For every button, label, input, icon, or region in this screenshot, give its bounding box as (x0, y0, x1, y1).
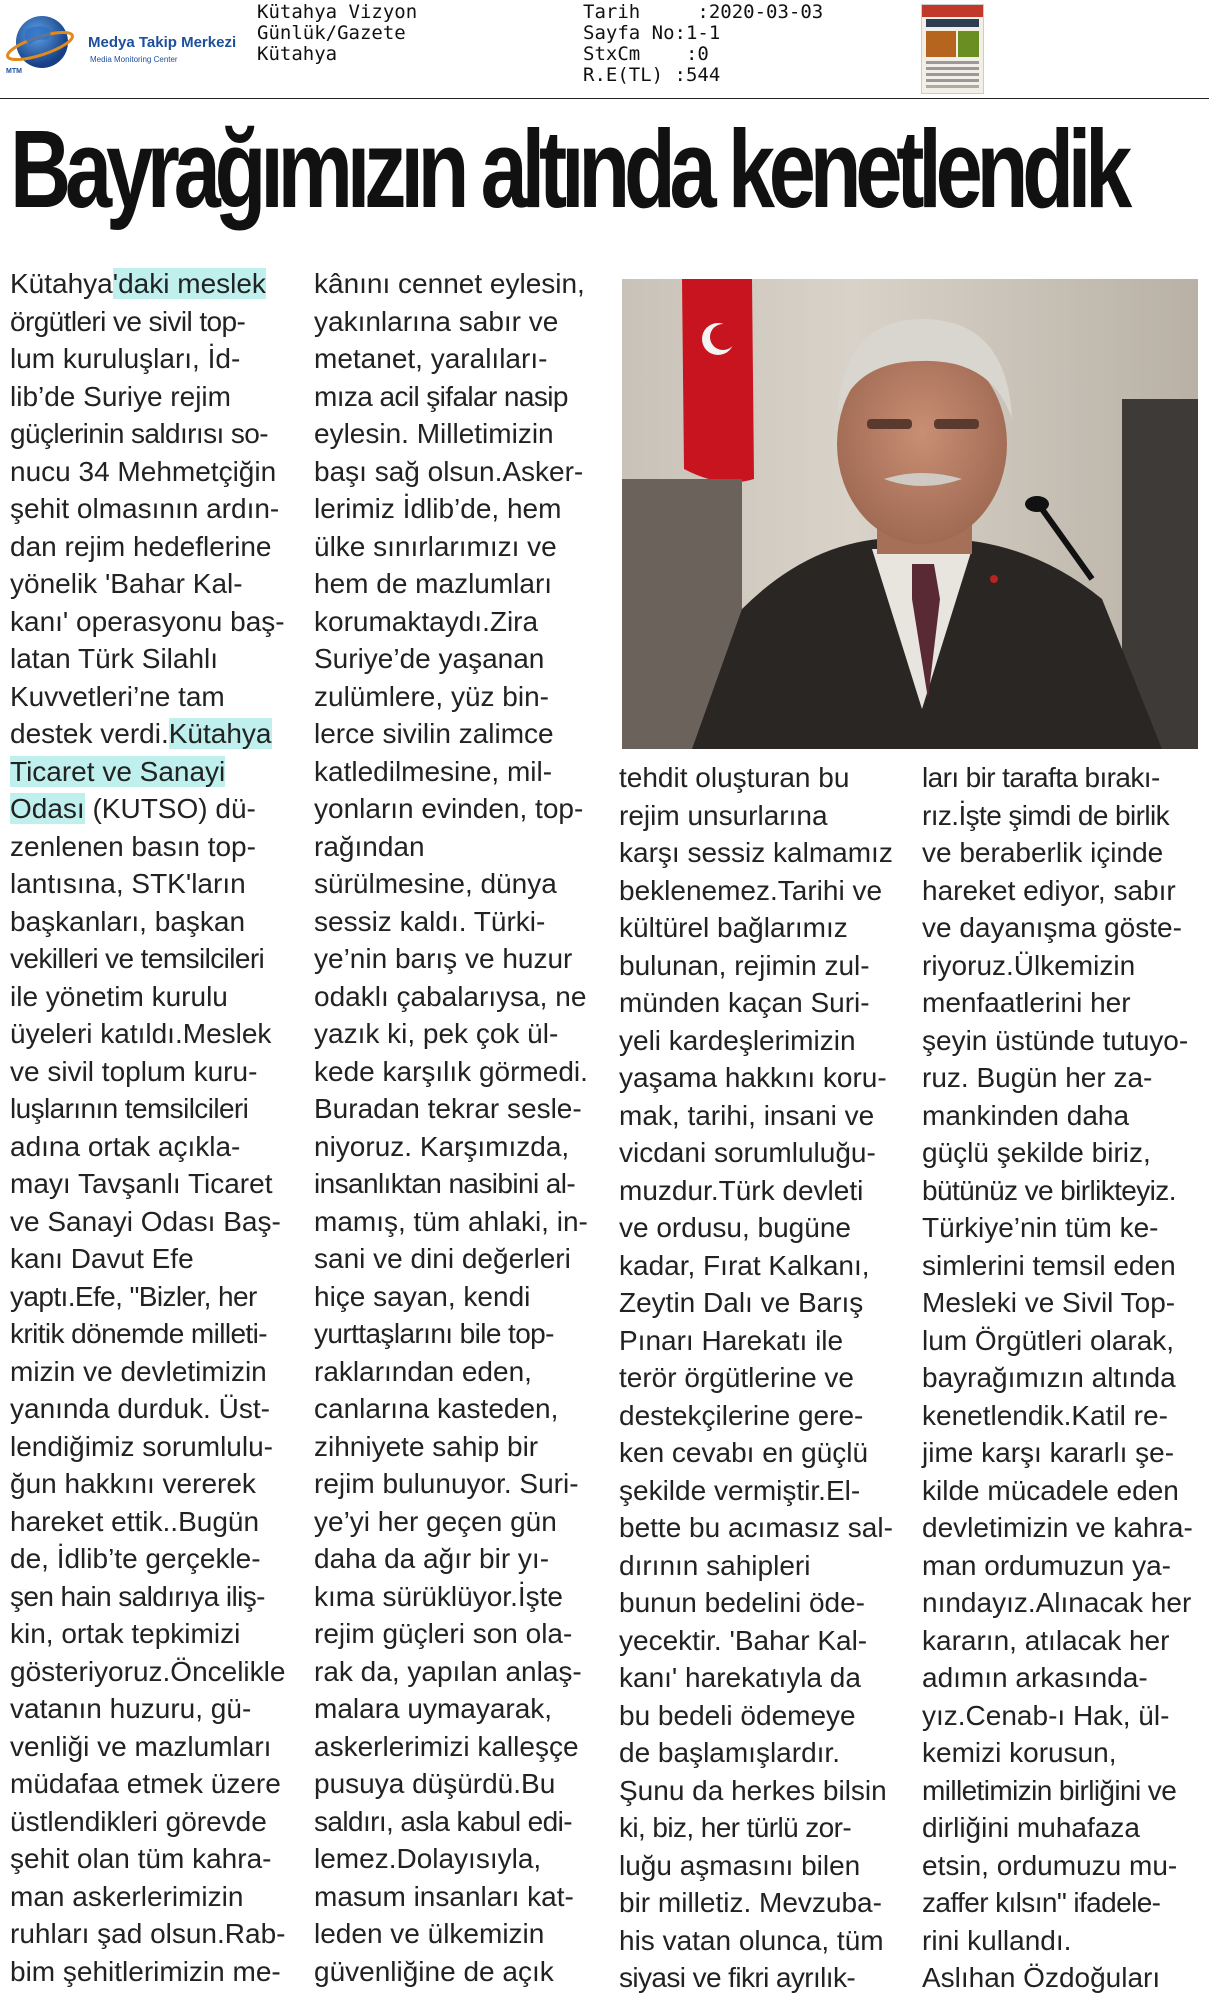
header-divider (0, 98, 1209, 99)
article-line: rejim güçleri son ola- (314, 1618, 573, 1649)
article-line: yeli kardeşlerimizin (619, 1024, 856, 1056)
article-line: hiçe sayan, kendi (314, 1280, 531, 1312)
publication-type: Günlük/Gazete (257, 22, 406, 44)
article-line: ve beraberlik içinde (922, 837, 1164, 868)
article-line: sani ve dini değerleri (314, 1243, 571, 1274)
article-line: lerce sivilin zalimce (314, 718, 554, 749)
article-line: gösteriyoruz.Öncelikle (10, 1655, 286, 1687)
article-line: milletimizin birliğini ve (922, 1774, 1177, 1806)
meta-date: Tarih :2020-03-03 (583, 1, 824, 23)
article-line: etsin, ordumuzu mu- (922, 1849, 1178, 1881)
article-line: üyeleri katıldı.Meslek (10, 1018, 272, 1049)
article-line: de, İdlib’te gerçekle- (10, 1543, 261, 1574)
mtm-logo (0, 4, 250, 84)
article-line: Türkiye’nin tüm ke- (922, 1212, 1159, 1243)
article-line: Şunu da herkes bilsin (619, 1774, 887, 1806)
article-line: Buradan tekrar sesle- (314, 1093, 582, 1124)
article-line: rejim bulunuyor. Suri- (314, 1468, 579, 1499)
publication-name: Kütahya Vizyon (257, 1, 418, 23)
article-line: destek verdi.Kütahya (10, 718, 272, 749)
article-line: ye’nin barış ve huzur (314, 943, 573, 974)
article-line: insanlıktan nasibini al- (314, 1168, 576, 1199)
article-line: ğun hakkını vererek (10, 1468, 256, 1499)
article-line: nucu 34 Mehmetçiğin (10, 455, 277, 487)
article-line: dan rejim hedeflerine (10, 530, 272, 562)
article-line: mamış, tüm ahlaki, in- (314, 1205, 588, 1237)
article-line: zenlenen basın top- (10, 830, 256, 862)
article-line: tehdit oluşturan bu (619, 762, 850, 793)
article-line: ve Sanayi Odası Baş- (10, 1205, 281, 1237)
meta-page: Sayfa No:1-1 (583, 22, 721, 44)
article-line (10, 753, 285, 791)
publication-info (257, 2, 417, 65)
article-line: kanı Davut Efe (10, 1243, 194, 1274)
article-line: masum insanları kat- (314, 1880, 574, 1912)
article-line: Odası (KUTSO) dü- (10, 793, 256, 824)
article-line: destekçilerine gere- (619, 1399, 864, 1431)
article-line: ki, biz, her türlü zor- (619, 1812, 852, 1843)
article-line: kadar, Fırat Kalkanı, (619, 1249, 870, 1281)
article-line: Zeytin Dalı ve Barış (619, 1287, 864, 1318)
article-line: nındayız.Alınacak her (922, 1587, 1192, 1618)
article-line: man ordumuzun ya- (922, 1549, 1172, 1581)
article-line: kede karşılık görmedi. (314, 1055, 588, 1087)
article-line: dırının sahipleri (619, 1549, 811, 1581)
article-line: yonların evinden, top- (314, 793, 584, 824)
article-line: Pınarı Harekatı ile (619, 1324, 844, 1356)
article-line: güvenliğine de açık (314, 1955, 554, 1987)
article-line: dirliğini muhafaza (922, 1812, 1140, 1843)
article-line: müdafaa etmek üzere (10, 1768, 281, 1799)
article-line: rini kullandı. (922, 1924, 1072, 1956)
article-line: ile yönetim kurulu (10, 980, 228, 1012)
article-line: sessiz kaldı. Türki- (314, 905, 546, 937)
article-line: Aslıhan Özdoğuları (922, 1962, 1161, 1993)
article-line: kilde mücadele eden (922, 1474, 1179, 1506)
article-line: metanet, yaralıları- (314, 343, 548, 374)
speaker-photo (622, 279, 1198, 749)
article-line: yanında durduk. Üst- (10, 1393, 270, 1424)
article-line: adına ortak açıkla- (10, 1130, 241, 1162)
article-line: bulunan, rejimin zul- (619, 949, 870, 981)
clipping-header (0, 0, 1209, 96)
article-line: man askerlerimizin (10, 1880, 244, 1912)
article-line: kenetlendik.Katil re- (922, 1399, 1168, 1431)
article-line: lum Örgütleri olarak, (922, 1324, 1175, 1356)
article-column-1 (10, 265, 285, 1990)
article-line: kanı' operasyonu baş- (10, 605, 285, 637)
article-column-4 (922, 759, 1193, 1997)
article-line: lantısına, STK'ların (10, 868, 246, 899)
article-line: malara uymayarak, (314, 1693, 553, 1724)
article-line: jime karşı kararlı şe- (922, 1437, 1175, 1468)
article-line: rejim unsurlarına (619, 799, 828, 831)
article-line: ve ordusu, bugüne (619, 1212, 851, 1243)
article-line: şen hain saldırıya iliş- (10, 1580, 265, 1612)
article-line: Kütahya'daki meslek (10, 268, 266, 299)
article-line: ye’yi her geçen gün (314, 1505, 557, 1537)
article-line: hareket ediyor, sabır (922, 874, 1176, 906)
article-line: luğu aşmasını bilen (619, 1849, 861, 1881)
article-line: kânını cennet eylesin, (314, 268, 585, 299)
article-line: kültürel bağlarımız (619, 912, 848, 943)
article-line: vekilleri ve temsilcileri (10, 943, 265, 974)
article-line: kanı' harekatıyla da (619, 1662, 861, 1693)
article-line: şeyin üstünde tutuyo- (922, 1024, 1189, 1056)
meta-stxcm: StxCm :0 (583, 43, 709, 65)
article-line: riyoruz.Ülkemizin (922, 949, 1136, 981)
article-line: zulümlere, yüz bin- (314, 680, 549, 712)
article-line: simlerini temsil eden (922, 1249, 1176, 1281)
article-line: başı sağ olsun.Asker- (314, 455, 584, 487)
article-line: zaffer kılsın" ifadele- (922, 1887, 1161, 1918)
article-line: yakınlarına sabır ve (314, 305, 559, 337)
logo-subtitle: Media Monitoring Center (90, 55, 178, 64)
article-column-2 (314, 265, 588, 1990)
newspaper-thumbnail[interactable] (921, 4, 984, 94)
article-line: bunun bedelini öde- (619, 1587, 865, 1618)
article-line: karşı sessiz kalmamız (619, 837, 893, 868)
logo-mark: MTM (6, 68, 22, 75)
article-line: niyoruz. Karşımızda, (314, 1130, 570, 1162)
article-line: daha da ağır bir yı- (314, 1543, 550, 1574)
article-line: rağından (314, 830, 425, 862)
article-line: yönelik 'Bahar Kal- (10, 568, 243, 599)
article-line: mıza acil şifalar nasip (314, 380, 568, 412)
article-line: lerimiz İdlib’de, hem (314, 493, 562, 524)
article-line: güçlü şekilde biriz, (922, 1137, 1151, 1168)
article-line: latan Türk Silahlı (10, 643, 219, 674)
article-line: raklarından eden, (314, 1355, 532, 1387)
highlighted-keyword: Kütahya (168, 718, 272, 749)
article-line: odaklı çabalarıysa, ne (314, 980, 587, 1012)
article-line: bir milletiz. Mevzuba- (619, 1887, 882, 1918)
article-line: yaptı.Efe, "Bizler, her (10, 1280, 257, 1312)
article-headline: Bayrağımızın altında kenetlendik (10, 108, 1127, 231)
article-line: beklenemez.Tarihi ve (619, 874, 883, 906)
article-line: de başlamışlardır. (619, 1737, 840, 1768)
article-line: yazık ki, pek çok ül- (314, 1018, 559, 1049)
article-line: şehit olmasının ardın- (10, 493, 280, 524)
article-line: kıma sürüklüyor.İşte (314, 1580, 563, 1612)
article-line: lemez.Dolayısıyla, (314, 1843, 542, 1874)
article-line: bette bu acımasız sal- (619, 1512, 893, 1543)
article-line: pusuya düşürdü.Bu (314, 1768, 556, 1799)
article-line: Kuvvetleri’ne tam (10, 680, 225, 712)
clipping-meta (583, 2, 823, 86)
article-line: şekilde vermiştir.El- (619, 1474, 861, 1506)
highlighted-keyword: Ticaret ve Sanayi (10, 755, 226, 787)
article-line: luşlarının temsilcileri (10, 1093, 249, 1124)
article-line: ve sivil toplum kuru- (10, 1055, 258, 1087)
article-line: his vatan olunca, tüm (619, 1924, 884, 1956)
article-line: sürülmesine, dünya (314, 868, 557, 899)
article-line: yız.Cenab-ı Hak, ül- (922, 1699, 1170, 1731)
article-column-3 (619, 759, 893, 1997)
article-line: başkanları, başkan (10, 905, 246, 937)
article-line: kin, ortak tepkimizi (10, 1618, 241, 1649)
article-line: kritik dönemde milleti- (10, 1318, 267, 1349)
article-line: siyasi ve fikri ayrılık- (619, 1962, 856, 1993)
article-line: ruhları şad olsun.Rab- (10, 1918, 286, 1949)
highlighted-keyword: 'daki meslek (112, 268, 266, 299)
article-line: kararın, atılacak her (922, 1624, 1170, 1656)
article-line: katledilmesine, mil- (314, 755, 553, 787)
article-line: ülke sınırlarımızı ve (314, 530, 557, 562)
article-line: yurttaşlarını bile top- (314, 1318, 554, 1349)
publication-city: Kütahya (257, 43, 338, 65)
article-photo (622, 279, 1198, 749)
article-line: bim şehitlerimizin me- (10, 1955, 281, 1987)
highlighted-keyword: Odası (10, 793, 85, 824)
article-line: korumaktaydı.Zira (314, 605, 539, 637)
article-line: terör örgütlerine ve (619, 1362, 855, 1393)
article-line: eylesin. Milletimizin (314, 418, 554, 449)
article-line: vicdani sorumluluğu- (619, 1137, 876, 1168)
article-line: devletimizin ve kahra- (922, 1512, 1193, 1543)
article-line: leden ve ülkemizin (314, 1918, 545, 1949)
article-line: ları bir tarafta bırakı- (922, 762, 1160, 793)
article-line: rız.İşte şimdi de birlik (922, 799, 1169, 831)
article-line: menfaatlerini her (922, 987, 1131, 1018)
article-line: adımın arkasında- (922, 1662, 1148, 1693)
article-line: yecektir. 'Bahar Kal- (619, 1624, 868, 1656)
article-line: lib’de Suriye rejim (10, 380, 231, 412)
meta-re: R.E(TL) :544 (583, 64, 721, 86)
article-line: bütünüz ve birlikteyiz. (922, 1174, 1176, 1206)
article-line: hareket ettik..Bugün (10, 1505, 260, 1537)
article-line: Mesleki ve Sivil Top- (922, 1287, 1176, 1318)
logo-name: Medya Takip Merkezi (88, 34, 237, 51)
article-line: üstlendikleri görevde (10, 1805, 267, 1837)
article-line: yaşama hakkını koru- (619, 1062, 887, 1093)
article-line: vatanın huzuru, gü- (10, 1693, 252, 1724)
article-line: mak, tarihi, insani ve (619, 1099, 875, 1131)
article-line: askerlerimizi kalleşçe (314, 1730, 579, 1762)
article-line: münden kaçan Suri- (619, 987, 870, 1018)
article-line: kemizi korusun, (922, 1737, 1117, 1768)
article-line: rak da, yapılan anlaş- (314, 1655, 582, 1687)
article-line: lendiğimiz sorumlulu- (10, 1430, 273, 1462)
article-line: canlarına kasteden, (314, 1393, 559, 1424)
article-line: mizin ve devletimizin (10, 1355, 267, 1387)
article-line: venliği ve mazlumları (10, 1730, 272, 1762)
article-line: ruz. Bugün her za- (922, 1062, 1153, 1093)
article-line: ken cevabı en güçlü (619, 1437, 869, 1468)
article-line: bu bedeli ödemeye (619, 1699, 856, 1731)
article-line: bayrağımızın altında (922, 1362, 1176, 1393)
article-line: saldırı, asla kabul edi- (314, 1805, 572, 1837)
article-line: ve dayanışma göste- (922, 912, 1182, 943)
article-line: mayı Tavşanlı Ticaret (10, 1168, 273, 1199)
article-line: güçlerinin saldırısı so- (10, 418, 268, 449)
article-line: zihniyete sahip bir (314, 1430, 539, 1462)
article-line: muzdur.Türk devleti (619, 1174, 864, 1206)
article-line: lum kuruluşları, İd- (10, 343, 241, 374)
article-line: şehit olan tüm kahra- (10, 1843, 272, 1874)
article-line: örgütleri ve sivil top- (10, 305, 246, 337)
article-line: Suriye’de yaşanan (314, 643, 545, 674)
article-line: mankinden daha (922, 1099, 1130, 1131)
article-line: hem de mazlumları (314, 568, 553, 599)
